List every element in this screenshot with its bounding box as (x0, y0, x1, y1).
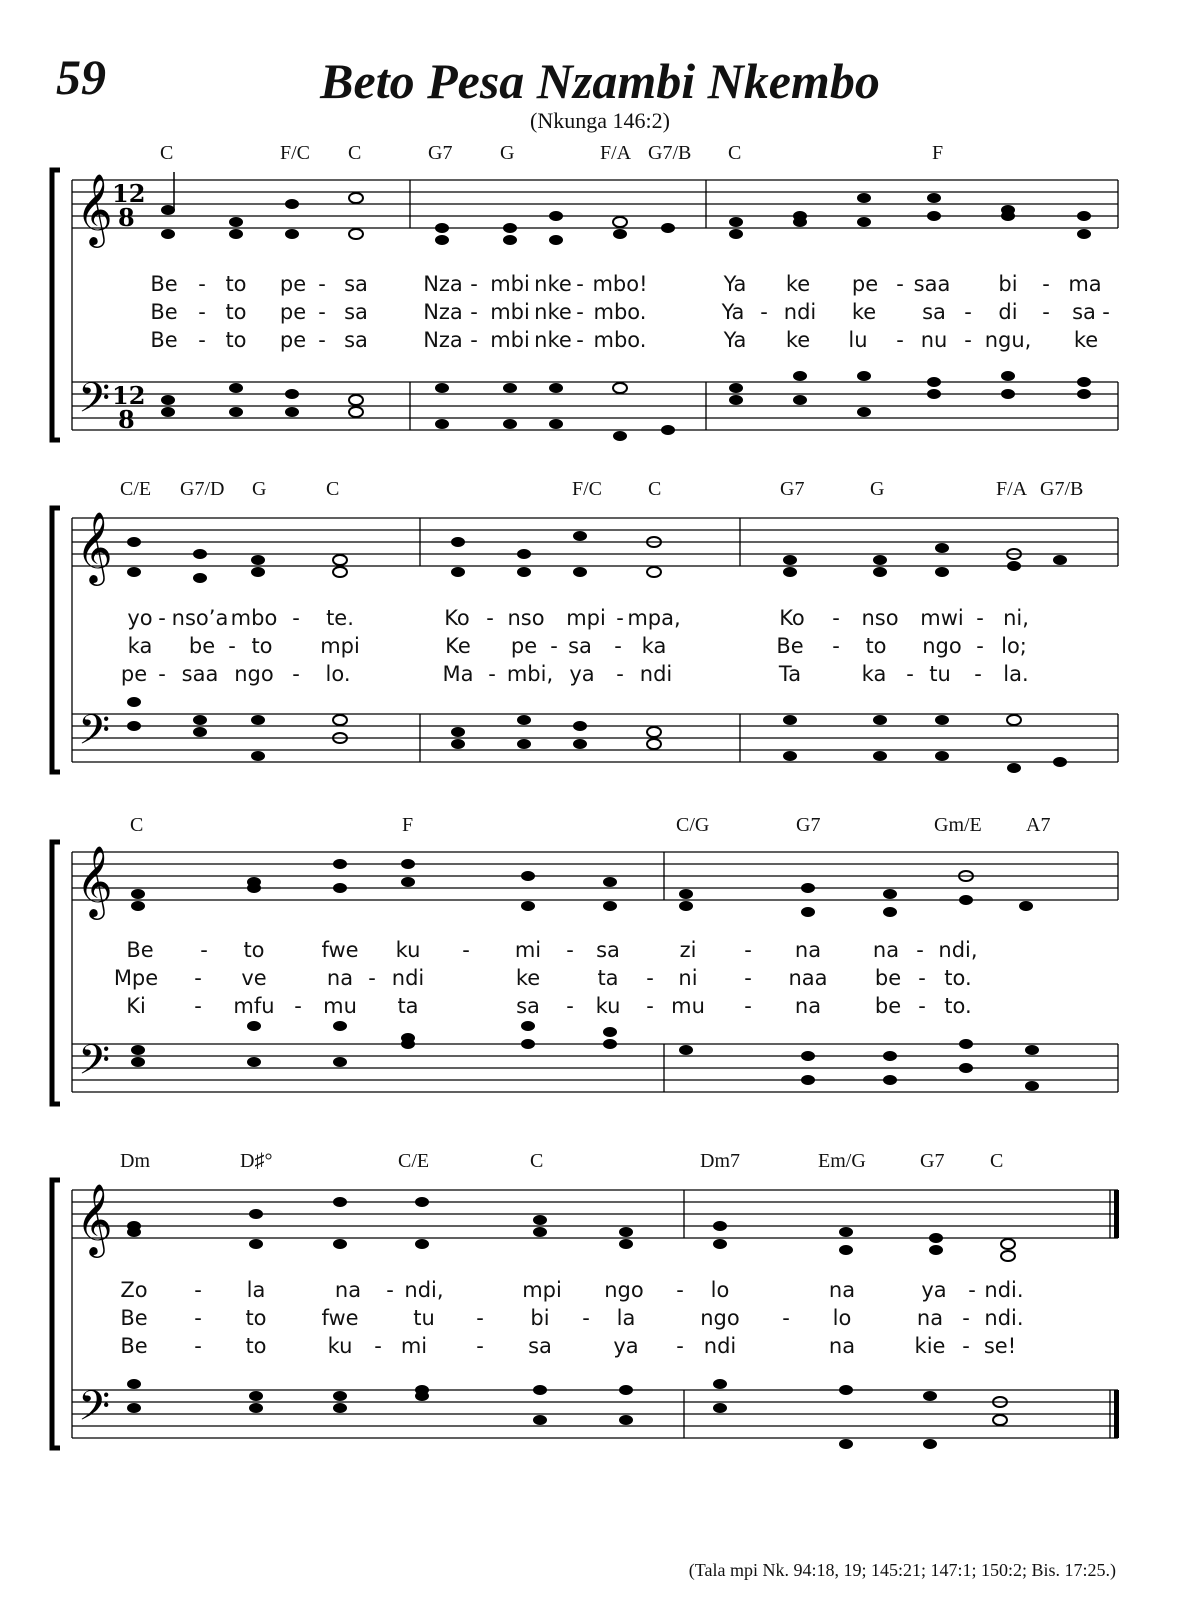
chord-symbol: C/G (676, 814, 710, 836)
syllable: - (576, 300, 584, 324)
lyric-verse-1 (0, 1278, 1200, 1306)
syllable: - (614, 634, 622, 658)
syllable: mpi (522, 1278, 562, 1302)
syllable: Nza (423, 272, 463, 296)
syllable: to (225, 328, 247, 352)
syllable: - (292, 606, 300, 630)
lyric-verse-2 (0, 966, 1200, 994)
syllable: be (874, 994, 902, 1018)
syllable: - (576, 272, 584, 296)
syllable: to (251, 634, 273, 658)
syllable: fwe (321, 1306, 359, 1330)
syllable: ndi, (938, 938, 978, 962)
bass-clef-icon: 𝄢 (78, 1036, 111, 1094)
treble-clef-icon: 𝄞 (76, 172, 113, 245)
syllable: - (368, 966, 376, 990)
chord-symbol: G (500, 142, 515, 164)
syllable: na (828, 1278, 856, 1302)
syllable: - (228, 634, 236, 658)
syllable: - (194, 1334, 202, 1358)
syllable: lo (832, 1306, 852, 1330)
syllable: na (794, 994, 822, 1018)
syllable: ndi. (984, 1306, 1024, 1330)
syllable: ku (327, 1334, 353, 1358)
syllable: - (318, 328, 326, 352)
syllable: na (828, 1334, 856, 1358)
syllable: - (782, 1306, 790, 1330)
syllable: Be (150, 272, 178, 296)
syllable: - (676, 1334, 684, 1358)
syllable: Be (776, 634, 804, 658)
syllable: sa (516, 994, 540, 1018)
syllable: ka (861, 662, 887, 686)
syllable: - (566, 994, 574, 1018)
treble-clef-icon: 𝄞 (76, 510, 113, 583)
syllable: na (794, 938, 822, 962)
syllable: mpa, (627, 606, 681, 630)
syllable: mi (514, 938, 542, 962)
syllable: - (916, 938, 924, 962)
syllable: - (476, 1334, 484, 1358)
syllable: pe (851, 272, 879, 296)
syllable: Ki (126, 994, 146, 1018)
syllable: ma (1068, 272, 1102, 296)
syllable: - (576, 328, 584, 352)
chord-symbol: C (326, 478, 340, 500)
chord-symbol: F (932, 142, 944, 164)
syllable: - (374, 1334, 382, 1358)
chord-symbol: C (728, 142, 742, 164)
syllable: se! (983, 1334, 1017, 1358)
syllable: ya (613, 1334, 639, 1358)
syllable: - (918, 994, 926, 1018)
syllable: - (194, 1306, 202, 1330)
syllable: ngo (234, 662, 274, 686)
syllable: lo; (1001, 634, 1027, 658)
syllable: la (246, 1278, 266, 1302)
chord-symbol: G7 (796, 814, 821, 836)
syllable: be (188, 634, 216, 658)
syllable: Ma (442, 662, 474, 686)
syllable: ve (241, 966, 267, 990)
chord-symbol: Dm (120, 1150, 150, 1172)
syllable: ke (785, 272, 811, 296)
syllable: ngo (604, 1278, 644, 1302)
chord-symbol: Dm7 (700, 1150, 740, 1172)
syllable: mpi (320, 634, 360, 658)
syllable: mbo (230, 606, 278, 630)
lyric-verse-1 (0, 272, 1200, 300)
chord-symbol: F/C (280, 142, 311, 164)
syllable: - (488, 662, 496, 686)
syllable: - (194, 966, 202, 990)
chord-symbol: G7 (428, 142, 453, 164)
syllable: sa (528, 1334, 552, 1358)
syllable: - (198, 272, 206, 296)
syllable: na (326, 966, 354, 990)
syllable: ngu, (984, 328, 1032, 352)
syllable: Nza (423, 328, 463, 352)
syllable: - (200, 938, 208, 962)
syllable: pe (279, 272, 307, 296)
chord-symbol: Gm/E (934, 814, 982, 836)
treble-clef-icon: 𝄞 (76, 844, 113, 917)
syllable: - (294, 994, 302, 1018)
syllable: - (744, 994, 752, 1018)
syllable: ngo (700, 1306, 740, 1330)
syllable: - (470, 272, 478, 296)
chord-symbol: G (252, 478, 267, 500)
chord-symbol: C (348, 142, 362, 164)
chord-symbol: G (870, 478, 885, 500)
syllable: - (550, 634, 558, 658)
syllable: - (582, 1306, 590, 1330)
syllable: mbi (490, 328, 530, 352)
chord-symbol: C (130, 814, 144, 836)
syllable: Be (150, 328, 178, 352)
syllable: fwe (321, 938, 359, 962)
chord-symbol: C (990, 1150, 1004, 1172)
syllable: - (744, 966, 752, 990)
syllable: ku (595, 994, 621, 1018)
syllable: - (976, 634, 984, 658)
syllable: ta (397, 994, 419, 1018)
syllable: - (646, 966, 654, 990)
chord-symbol: C/E (398, 1150, 430, 1172)
syllable: mbo. (593, 328, 647, 352)
chord-symbol: G7 (780, 478, 805, 500)
bass-clef-icon: 𝄢 (78, 706, 111, 764)
syllable: - (1042, 300, 1050, 324)
syllable: ni (678, 966, 698, 990)
syllable: nso’a (171, 606, 229, 630)
syllable: - (976, 606, 984, 630)
syllable: - (566, 938, 574, 962)
syllable: to (225, 272, 247, 296)
syllable: - (962, 1306, 970, 1330)
syllable: ke (1073, 328, 1099, 352)
svg-text:8: 8 (118, 203, 135, 232)
chord-symbol: Em/G (818, 1150, 866, 1172)
syllable: to (225, 300, 247, 324)
lyric-verse-1 (0, 606, 1200, 634)
syllable: - (1102, 300, 1110, 324)
syllable: - (386, 1278, 394, 1302)
syllable: bi (998, 272, 1018, 296)
syllable: - (646, 994, 654, 1018)
syllable: Ko (779, 606, 805, 630)
syllable: nke (534, 328, 572, 352)
syllable: - (158, 606, 166, 630)
syllable: ndi. (984, 1278, 1024, 1302)
syllable: pe (279, 300, 307, 324)
syllable: mi (400, 1334, 428, 1358)
syllable: na (334, 1278, 362, 1302)
syllable: ndi (391, 966, 425, 990)
chord-symbol: F (402, 814, 414, 836)
chord-symbol: C (530, 1150, 544, 1172)
syllable: Ke (445, 634, 471, 658)
syllable: Ya (723, 272, 747, 296)
chord-symbol: C/E (120, 478, 152, 500)
syllable: mbi (490, 300, 530, 324)
syllable: mbo! (592, 272, 648, 296)
syllable: ndi (703, 1334, 737, 1358)
syllable: - (158, 662, 166, 686)
syllable: - (744, 938, 752, 962)
syllable: ta (597, 966, 619, 990)
syllable: - (964, 328, 972, 352)
chord-symbol: G7/B (1040, 478, 1084, 500)
syllable: ngo (922, 634, 962, 658)
syllable: ya (569, 662, 595, 686)
syllable: tu (413, 1306, 435, 1330)
syllable: - (198, 328, 206, 352)
syllable: naa (788, 966, 828, 990)
syllable: mbi, (506, 662, 554, 686)
lyric-verse-2 (0, 1306, 1200, 1334)
syllable: Ko (444, 606, 470, 630)
syllable: Be (150, 300, 178, 324)
syllable: sa (596, 938, 620, 962)
syllable: nke (534, 272, 572, 296)
syllable: mbo. (593, 300, 647, 324)
chord-symbol: G7/B (648, 142, 692, 164)
svg-text:12: 12 (112, 381, 146, 410)
scripture-reference: (Tala mpi Nk. 94:18, 19; 145:21; 147:1; 150:2; Bis. 17:25.) (688, 1560, 1116, 1580)
syllable: - (462, 938, 470, 962)
lyric-verse-3 (0, 1334, 1200, 1362)
syllable: - (318, 272, 326, 296)
syllable: yo (127, 606, 153, 630)
syllable: ke (515, 966, 541, 990)
lyric-verse-2 (0, 634, 1200, 662)
syllable: ndi (639, 662, 673, 686)
syllable: - (964, 300, 972, 324)
chord-symbol: F/A (600, 142, 632, 164)
syllable: saa (181, 662, 219, 686)
chord-symbol: G7/D (180, 478, 225, 500)
syllable: lo. (325, 662, 351, 686)
syllable: Be (120, 1334, 148, 1358)
syllable: Be (126, 938, 154, 962)
syllable: sa (344, 300, 368, 324)
syllable: - (292, 662, 300, 686)
syllable: bi (530, 1306, 550, 1330)
syllable: di (998, 300, 1018, 324)
syllable: Ya (723, 328, 747, 352)
syllable: to (865, 634, 887, 658)
syllable: mu (323, 994, 357, 1018)
syllable: - (968, 1278, 976, 1302)
syllable: - (194, 1278, 202, 1302)
chord-symbol: C (648, 478, 662, 500)
syllable: sa (1072, 300, 1096, 324)
syllable: zi (679, 938, 697, 962)
syllable: ndi (783, 300, 817, 324)
lyric-verse-2 (0, 300, 1200, 328)
syllable: - (896, 328, 904, 352)
syllable: Be (120, 1306, 148, 1330)
chord-symbol: C (160, 142, 174, 164)
chord-symbol: G7 (920, 1150, 945, 1172)
svg-text:8: 8 (118, 405, 135, 434)
syllable: - (470, 300, 478, 324)
syllable: pe (510, 634, 538, 658)
syllable: nso (861, 606, 899, 630)
syllable: Mpe (113, 966, 159, 990)
chord-symbol: F/A (996, 478, 1028, 500)
bass-clef-icon: 𝄢 (78, 374, 111, 432)
syllable: - (974, 662, 982, 686)
lyric-verse-1 (0, 938, 1200, 966)
hymn-title: Beto Pesa Nzambi Nkembo (320, 53, 880, 109)
syllable: to. (944, 966, 972, 990)
syllable: - (760, 300, 768, 324)
syllable: la (616, 1306, 636, 1330)
syllable: sa (568, 634, 592, 658)
syllable: Nza (423, 300, 463, 324)
syllable: sa (922, 300, 946, 324)
syllable: to. (944, 994, 972, 1018)
syllable: - (896, 272, 904, 296)
syllable: - (318, 300, 326, 324)
syllable: te. (326, 606, 354, 630)
syllable: - (616, 662, 624, 686)
syllable: ke (851, 300, 877, 324)
syllable: kie (914, 1334, 946, 1358)
syllable: pe (120, 662, 148, 686)
hymn-subtitle: (Nkunga 146:2) (530, 108, 670, 133)
chord-symbol: F/C (572, 478, 603, 500)
syllable: to (243, 938, 265, 962)
syllable: ke (785, 328, 811, 352)
syllable: mbi (490, 272, 530, 296)
syllable: lu (848, 328, 868, 352)
syllable: ndi, (404, 1278, 444, 1302)
syllable: mwi (920, 606, 964, 630)
syllable: sa (344, 272, 368, 296)
svg-text:12: 12 (112, 179, 146, 208)
syllable: - (476, 1306, 484, 1330)
chord-symbol: D♯° (240, 1150, 273, 1172)
chord-symbol: A7 (1026, 814, 1051, 836)
syllable: Ya (721, 300, 745, 324)
syllable: mpi (566, 606, 606, 630)
syllable: Zo (120, 1278, 148, 1302)
syllable: - (962, 1334, 970, 1358)
syllable: - (676, 1278, 684, 1302)
lyric-verse-3 (0, 994, 1200, 1022)
syllable: mu (671, 994, 705, 1018)
lyric-verse-3 (0, 328, 1200, 356)
treble-clef-icon: 𝄞 (76, 1182, 113, 1255)
syllable: - (486, 606, 494, 630)
syllable: saa (913, 272, 951, 296)
syllable: - (470, 328, 478, 352)
syllable: ka (641, 634, 667, 658)
syllable: - (1042, 272, 1050, 296)
syllable: ni, (1003, 606, 1029, 630)
syllable: - (194, 994, 202, 1018)
syllable: - (616, 606, 624, 630)
syllable: - (918, 966, 926, 990)
syllable: lo (710, 1278, 730, 1302)
syllable: nso (507, 606, 545, 630)
syllable: Ta (778, 662, 802, 686)
syllable: be (874, 966, 902, 990)
syllable: na (872, 938, 900, 962)
hymn-number: 59 (56, 49, 106, 105)
lyric-verse-3 (0, 662, 1200, 690)
syllable: la. (1003, 662, 1029, 686)
syllable: sa (344, 328, 368, 352)
syllable: ku (395, 938, 421, 962)
syllable: mfu (233, 994, 275, 1018)
syllable: ya (921, 1278, 947, 1302)
bass-clef-icon: 𝄢 (78, 1382, 111, 1440)
syllable: tu (929, 662, 951, 686)
syllable: to (245, 1334, 267, 1358)
syllable: na (916, 1306, 944, 1330)
syllable: - (198, 300, 206, 324)
syllable: nu (920, 328, 948, 352)
syllable: ka (127, 634, 153, 658)
syllable: pe (279, 328, 307, 352)
syllable: nke (534, 300, 572, 324)
syllable: - (906, 662, 914, 686)
syllable: - (832, 606, 840, 630)
syllable: to (245, 1306, 267, 1330)
syllable: - (832, 634, 840, 658)
